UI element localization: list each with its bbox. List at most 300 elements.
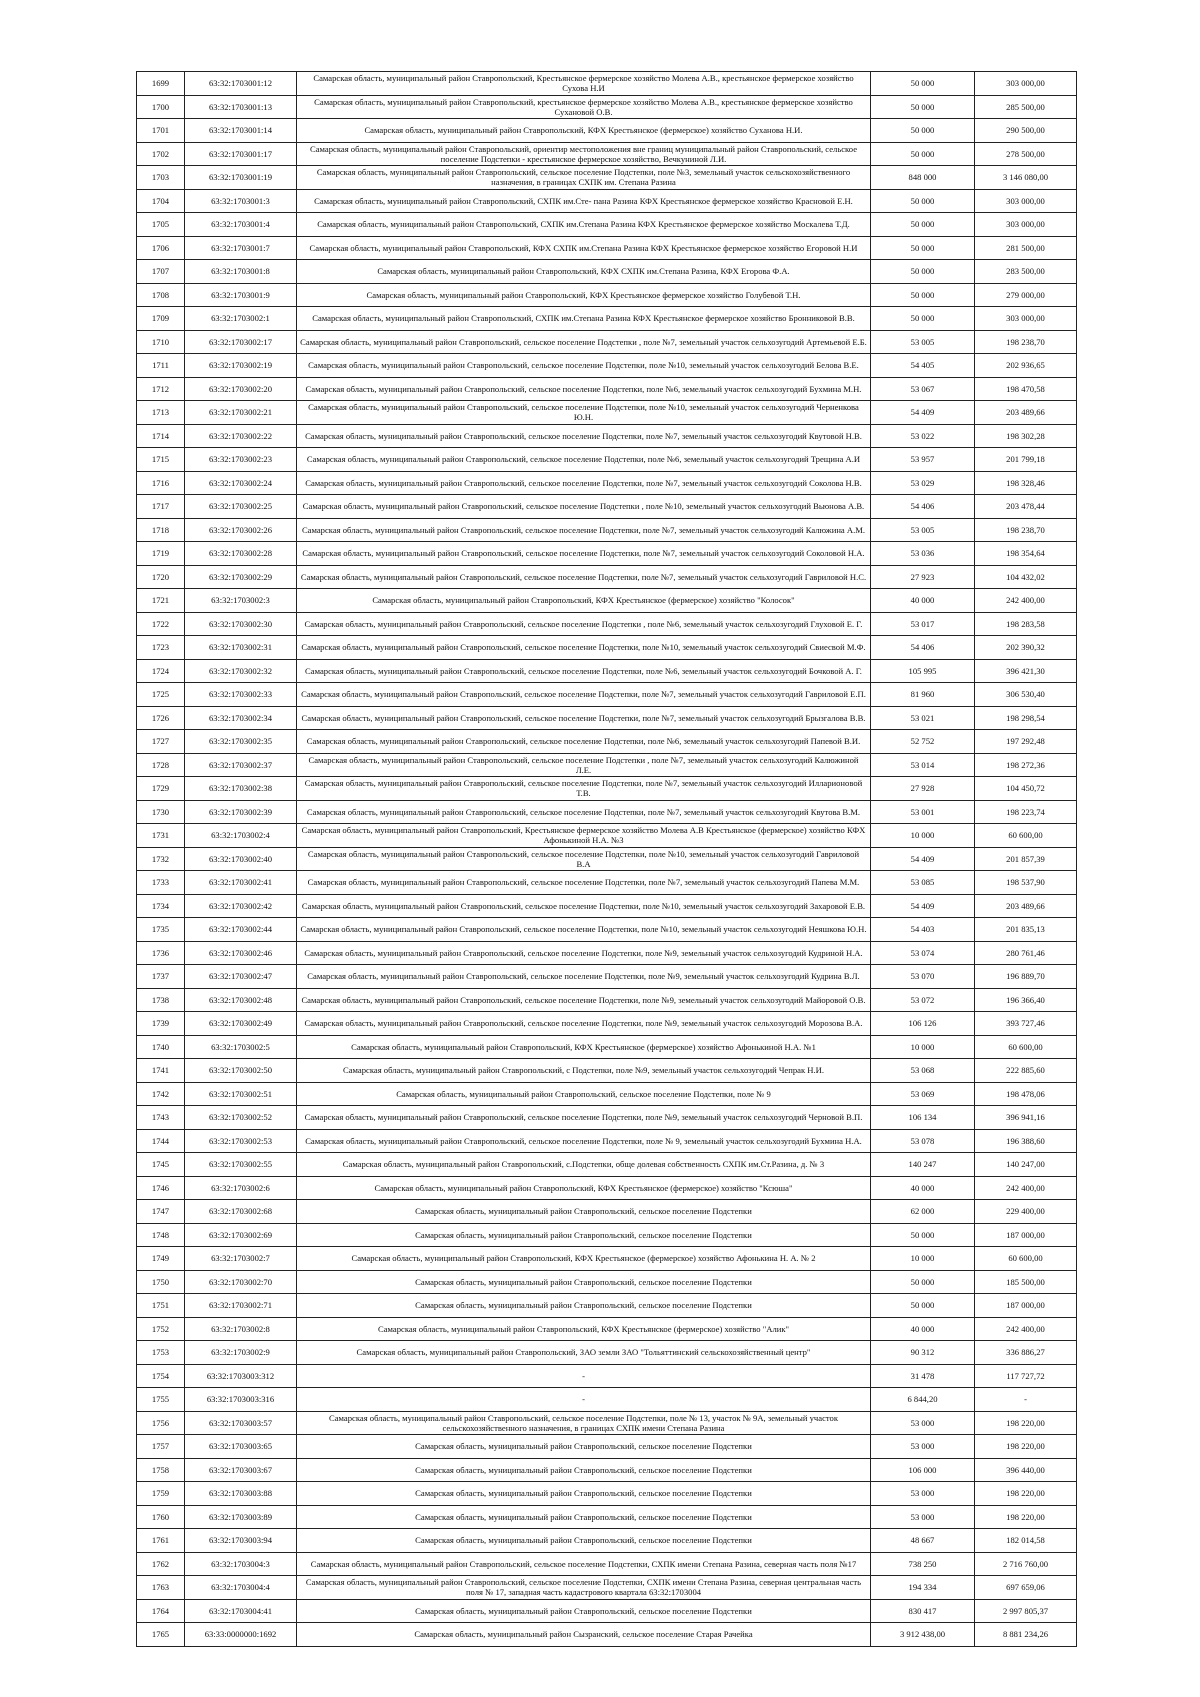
table-row — [137, 777, 1077, 801]
area-cell: 10 000 — [871, 1035, 975, 1059]
cadastral-value-cell: 393 727,46 — [975, 1012, 1077, 1036]
table-row — [137, 1129, 1077, 1153]
cadastral-value-cell: 396 440,00 — [975, 1458, 1077, 1482]
row-number-cell: 1733 — [137, 871, 185, 895]
cadastral-number-cell: 63:32:1703004:4 — [185, 1576, 297, 1600]
row-number-cell: 1764 — [137, 1599, 185, 1623]
cadastral-value-cell: 242 400,00 — [975, 589, 1077, 613]
cadastral-number-cell: 63:32:1703004:3 — [185, 1552, 297, 1576]
area-cell: 53 005 — [871, 518, 975, 542]
table-row — [137, 72, 1077, 96]
cadastral-value-cell: 278 500,00 — [975, 142, 1077, 166]
cadastral-value-cell: 201 835,13 — [975, 918, 1077, 942]
cadastral-number-cell: 63:32:1703002:24 — [185, 471, 297, 495]
address-cell: Самарская область, муниципальный район Ставропольский, сельское поселение Подстепки, поле №9, земельный участок сельхозугодий Морозова В.А. — [297, 1012, 871, 1036]
area-cell: 52 752 — [871, 730, 975, 754]
area-cell: 53 014 — [871, 753, 975, 777]
cadastral-value-cell: 198 354,64 — [975, 542, 1077, 566]
address-cell: Самарская область, муниципальный район Ставропольский, сельское поселение Подстепки , поле №6, земельный участок сельхозугодий Глуховой Е. Г. — [297, 612, 871, 636]
cadastral-number-cell: 63:32:1703002:39 — [185, 800, 297, 824]
address-cell: Самарская область, муниципальный район Ставропольский, сельское поселение Подстепки — [297, 1529, 871, 1553]
address-cell: Самарская область, муниципальный район Ставропольский, сельское поселение Подстепки, поле №7, земельный участок сельхозугодий Квутова В.М. — [297, 800, 871, 824]
row-number-cell: 1727 — [137, 730, 185, 754]
area-cell: 40 000 — [871, 1317, 975, 1341]
table-row — [137, 330, 1077, 354]
row-number-cell: 1699 — [137, 72, 185, 96]
cadastral-value-cell: 280 761,46 — [975, 941, 1077, 965]
cadastral-number-cell: 63:32:1703002:37 — [185, 753, 297, 777]
cadastral-number-cell: 63:32:1703002:53 — [185, 1129, 297, 1153]
row-number-cell: 1745 — [137, 1153, 185, 1177]
address-cell: Самарская область, муниципальный район Ставропольский, сельское поселение Подстепки, поле №7, земельный участок сельхозугодий Гавриловой Е.П. — [297, 683, 871, 707]
address-cell: Самарская область, муниципальный район Ставропольский, сельское поселение Подстепки, поле №7, земельный участок сельхозугодий Папева М.М. — [297, 871, 871, 895]
cadastral-number-cell: 63:32:1703002:69 — [185, 1223, 297, 1247]
cadastral-number-cell: 63:32:1703002:70 — [185, 1270, 297, 1294]
area-cell: 53 029 — [871, 471, 975, 495]
cadastral-number-cell: 63:32:1703003:94 — [185, 1529, 297, 1553]
row-number-cell: 1748 — [137, 1223, 185, 1247]
cadastral-number-cell: 63:32:1703002:71 — [185, 1294, 297, 1318]
address-cell: Самарская область, муниципальный район Ставропольский, сельское поселение Подстепки, поле №7, земельный участок сельхозугодий Соколова Н.В. — [297, 471, 871, 495]
cadastral-number-cell: 63:32:1703002:28 — [185, 542, 297, 566]
row-number-cell: 1742 — [137, 1082, 185, 1106]
address-cell: - — [297, 1388, 871, 1412]
cadastral-value-cell: 202 936,65 — [975, 354, 1077, 378]
row-number-cell: 1740 — [137, 1035, 185, 1059]
cadastral-number-cell: 63:32:1703001:7 — [185, 236, 297, 260]
cadastral-value-cell: 198 220,00 — [975, 1505, 1077, 1529]
area-cell: 27 923 — [871, 565, 975, 589]
row-number-cell: 1756 — [137, 1411, 185, 1435]
row-number-cell: 1762 — [137, 1552, 185, 1576]
area-cell: 53 000 — [871, 1482, 975, 1506]
address-cell: Самарская область, муниципальный район Ставропольский, СХПК им.Степана Разина КФХ Крестьянское фермерское хозяйство Бронниковой В.В. — [297, 307, 871, 331]
cadastral-value-cell: 306 530,40 — [975, 683, 1077, 707]
table-row — [137, 542, 1077, 566]
address-cell: Самарская область, муниципальный район Ставропольский, сельское поселение Подстепки — [297, 1505, 871, 1529]
table-row — [137, 1200, 1077, 1224]
cadastral-number-cell: 63:32:1703002:7 — [185, 1247, 297, 1271]
table-row — [137, 377, 1077, 401]
row-number-cell: 1757 — [137, 1435, 185, 1459]
table-row — [137, 730, 1077, 754]
cadastral-value-cell: 396 941,16 — [975, 1106, 1077, 1130]
table-row — [137, 988, 1077, 1012]
table-row — [137, 965, 1077, 989]
land-registry-table-page — [136, 71, 1076, 1647]
cadastral-value-cell: 198 283,58 — [975, 612, 1077, 636]
address-cell: Самарская область, муниципальный район Ставропольский, сельское поселение Подстепки — [297, 1435, 871, 1459]
row-number-cell: 1731 — [137, 824, 185, 848]
table-row — [137, 1435, 1077, 1459]
area-cell: 54 409 — [871, 894, 975, 918]
row-number-cell: 1747 — [137, 1200, 185, 1224]
address-cell: Самарская область, муниципальный район Ставропольский, сельское поселение Подстепки — [297, 1599, 871, 1623]
table-row — [137, 1482, 1077, 1506]
table-row — [137, 307, 1077, 331]
address-cell: Самарская область, муниципальный район Ставропольский, сельское поселение Подстепки, поле №9, земельный участок сельхозугодий Майоровой О.В. — [297, 988, 871, 1012]
table-row — [137, 1294, 1077, 1318]
cadastral-value-cell: 198 238,70 — [975, 330, 1077, 354]
cadastral-value-cell: 279 000,00 — [975, 283, 1077, 307]
table-row — [137, 1223, 1077, 1247]
area-cell: 53 069 — [871, 1082, 975, 1106]
cadastral-number-cell: 63:32:1703002:4 — [185, 824, 297, 848]
table-row — [137, 589, 1077, 613]
table-row — [137, 1106, 1077, 1130]
row-number-cell: 1718 — [137, 518, 185, 542]
row-number-cell: 1729 — [137, 777, 185, 801]
row-number-cell: 1737 — [137, 965, 185, 989]
area-cell: 53 000 — [871, 1505, 975, 1529]
table-row — [137, 401, 1077, 425]
cadastral-number-cell: 63:32:1703001:3 — [185, 189, 297, 213]
area-cell: 50 000 — [871, 142, 975, 166]
cadastral-number-cell: 63:32:1703001:17 — [185, 142, 297, 166]
area-cell: 54 409 — [871, 401, 975, 425]
cadastral-number-cell: 63:32:1703001:9 — [185, 283, 297, 307]
area-cell: 53 005 — [871, 330, 975, 354]
cadastral-value-cell: 203 478,44 — [975, 495, 1077, 519]
area-cell: 53 000 — [871, 1435, 975, 1459]
area-cell: 53 078 — [871, 1129, 975, 1153]
area-cell: 53 085 — [871, 871, 975, 895]
cadastral-value-cell: 3 146 080,00 — [975, 166, 1077, 190]
cadastral-value-cell: 303 000,00 — [975, 72, 1077, 96]
address-cell: Самарская область, муниципальный район Ставропольский, сельское поселение Подстепки, поле №6, земельный участок сельхозугодий Папевой В.И. — [297, 730, 871, 754]
address-cell: Самарская область, муниципальный район Ставропольский, сельское поселение Подстепки , поле №7, земельный участок сельхозугодий Калюжиной Л.Е. — [297, 753, 871, 777]
address-cell: Самарская область, муниципальный район Ставропольский, сельское поселение Подстепки — [297, 1223, 871, 1247]
cadastral-number-cell: 63:32:1703001:19 — [185, 166, 297, 190]
table-row — [137, 1552, 1077, 1576]
cadastral-number-cell: 63:32:1703002:19 — [185, 354, 297, 378]
land-registry-table — [136, 71, 1077, 1647]
address-cell: Самарская область, муниципальный район Ставропольский, сельское поселение Подстепки, поле № 9 — [297, 1082, 871, 1106]
cadastral-value-cell: 202 390,32 — [975, 636, 1077, 660]
table-row — [137, 847, 1077, 871]
address-cell: Самарская область, муниципальный район Ставропольский, сельское поселение Подстепки, поле №7, земельный участок сельхозугодий Соколовой Н.А. — [297, 542, 871, 566]
address-cell: Самарская область, муниципальный район Ставропольский, сельское поселение Подстепки , поле №10, земельный участок сельхозугодий Вьюнова А.В. — [297, 495, 871, 519]
row-number-cell: 1723 — [137, 636, 185, 660]
area-cell: 27 928 — [871, 777, 975, 801]
area-cell: 738 250 — [871, 1552, 975, 1576]
address-cell: Самарская область, муниципальный район Ставропольский, КФХ Крестьянское (фермерское) хозяйство "Колосок" — [297, 589, 871, 613]
row-number-cell: 1761 — [137, 1529, 185, 1553]
address-cell: Самарская область, муниципальный район Ставропольский, сельское поселение Подстепки, поле № 9, земельный участок сельхозугодий Бухмина Н.А. — [297, 1129, 871, 1153]
address-cell: Самарская область, муниципальный район Ставропольский, сельское поселение Подстепки, поле №9, земельный участок сельхозугодий Кудриной Н.А. — [297, 941, 871, 965]
address-cell: Самарская область, муниципальный район Ставропольский, сельское поселение Подстепки, СХПК имени Степана Разина, северная центральная часть поля № 17, западная часть кадастрового квартала 63:32:1703004 — [297, 1576, 871, 1600]
area-cell: 50 000 — [871, 95, 975, 119]
cadastral-value-cell: 104 450,72 — [975, 777, 1077, 801]
row-number-cell: 1759 — [137, 1482, 185, 1506]
address-cell: Самарская область, муниципальный район Ставропольский, сельское поселение Подстепки, поле №9, земельный участок сельхозугодий Кудрина В.Л. — [297, 965, 871, 989]
area-cell: 53 074 — [871, 941, 975, 965]
area-cell: 50 000 — [871, 1294, 975, 1318]
cadastral-value-cell: 303 000,00 — [975, 189, 1077, 213]
cadastral-number-cell: 63:32:1703002:46 — [185, 941, 297, 965]
address-cell: Самарская область, муниципальный район Ставропольский, ЗАО земли ЗАО "Тольяттинский сельскохозяйственный центр" — [297, 1341, 871, 1365]
area-cell: 40 000 — [871, 1176, 975, 1200]
row-number-cell: 1763 — [137, 1576, 185, 1600]
address-cell: Самарская область, муниципальный район Ставропольский, КФХ Крестьянское (фермерское) хозяйство "Алик" — [297, 1317, 871, 1341]
cadastral-value-cell: 197 292,48 — [975, 730, 1077, 754]
table-row — [137, 354, 1077, 378]
cadastral-value-cell: 242 400,00 — [975, 1176, 1077, 1200]
row-number-cell: 1750 — [137, 1270, 185, 1294]
area-cell: 90 312 — [871, 1341, 975, 1365]
cadastral-number-cell: 63:32:1703003:316 — [185, 1388, 297, 1412]
address-cell: Самарская область, муниципальный район Ставропольский, КФХ Крестьянское (фермерское) хозяйство Суханова Н.И. — [297, 119, 871, 143]
address-cell: Самарская область, муниципальный район Ставропольский, сельское поселение Подстепки, поле №6, земельный участок сельхозугодий Бочковой А. Г. — [297, 659, 871, 683]
table-row — [137, 424, 1077, 448]
table-row — [137, 1458, 1077, 1482]
cadastral-value-cell: 201 799,18 — [975, 448, 1077, 472]
cadastral-number-cell: 63:32:1703003:65 — [185, 1435, 297, 1459]
cadastral-value-cell: 196 388,60 — [975, 1129, 1077, 1153]
table-row — [137, 1576, 1077, 1600]
cadastral-value-cell: 203 489,66 — [975, 401, 1077, 425]
area-cell: 53 068 — [871, 1059, 975, 1083]
address-cell: Самарская область, муниципальный район Ставропольский, сельское поселение Подстепки, поле №3, земельный участок сельскохозяйственного назначения, в границах СХПК им. Степана Разина — [297, 166, 871, 190]
area-cell: 53 021 — [871, 706, 975, 730]
cadastral-value-cell: 303 000,00 — [975, 213, 1077, 237]
area-cell: 140 247 — [871, 1153, 975, 1177]
address-cell: Самарская область, муниципальный район Ставропольский, сельское поселение Подстепки, поле №10, земельный участок сельхозугодий Гавриловой В.А — [297, 847, 871, 871]
row-number-cell: 1753 — [137, 1341, 185, 1365]
address-cell: - — [297, 1364, 871, 1388]
area-cell: 31 478 — [871, 1364, 975, 1388]
cadastral-number-cell: 63:32:1703002:5 — [185, 1035, 297, 1059]
table-row — [137, 1529, 1077, 1553]
address-cell: Самарская область, муниципальный район Ставропольский, КФХ Крестьянское (фермерское) хозяйство "Ксюша" — [297, 1176, 871, 1200]
cadastral-value-cell: 117 727,72 — [975, 1364, 1077, 1388]
row-number-cell: 1738 — [137, 988, 185, 1012]
cadastral-value-cell: 198 223,74 — [975, 800, 1077, 824]
table-row — [137, 518, 1077, 542]
table-row — [137, 1388, 1077, 1412]
row-number-cell: 1755 — [137, 1388, 185, 1412]
address-cell: Самарская область, муниципальный район Ставропольский, сельское поселение Подстепки, поле №7, земельный участок сельхозугодий Илларионовой Т.В. — [297, 777, 871, 801]
cadastral-number-cell: 63:32:1703002:42 — [185, 894, 297, 918]
cadastral-number-cell: 63:32:1703002:35 — [185, 730, 297, 754]
cadastral-number-cell: 63:32:1703002:38 — [185, 777, 297, 801]
area-cell: 54 403 — [871, 918, 975, 942]
cadastral-number-cell: 63:32:1703002:49 — [185, 1012, 297, 1036]
row-number-cell: 1700 — [137, 95, 185, 119]
cadastral-value-cell: 182 014,58 — [975, 1529, 1077, 1553]
cadastral-number-cell: 63:32:1703002:3 — [185, 589, 297, 613]
area-cell: 53 000 — [871, 1411, 975, 1435]
area-cell: 53 957 — [871, 448, 975, 472]
cadastral-value-cell: 140 247,00 — [975, 1153, 1077, 1177]
address-cell: Самарская область, муниципальный район Ставропольский, сельское поселение Подстепки, поле №6, земельный участок сельхозугодий Бухмина М.Н. — [297, 377, 871, 401]
cadastral-value-cell: 187 000,00 — [975, 1294, 1077, 1318]
area-cell: 106 126 — [871, 1012, 975, 1036]
table-row — [137, 565, 1077, 589]
table-row — [137, 283, 1077, 307]
row-number-cell: 1711 — [137, 354, 185, 378]
row-number-cell: 1751 — [137, 1294, 185, 1318]
cadastral-number-cell: 63:32:1703003:312 — [185, 1364, 297, 1388]
area-cell: 50 000 — [871, 1270, 975, 1294]
table-row — [137, 1082, 1077, 1106]
cadastral-number-cell: 63:32:1703002:47 — [185, 965, 297, 989]
cadastral-value-cell: 242 400,00 — [975, 1317, 1077, 1341]
cadastral-number-cell: 63:32:1703001:12 — [185, 72, 297, 96]
cadastral-value-cell: 290 500,00 — [975, 119, 1077, 143]
row-number-cell: 1736 — [137, 941, 185, 965]
area-cell: 53 017 — [871, 612, 975, 636]
row-number-cell: 1714 — [137, 424, 185, 448]
row-number-cell: 1746 — [137, 1176, 185, 1200]
area-cell: 50 000 — [871, 1223, 975, 1247]
cadastral-value-cell: 198 220,00 — [975, 1482, 1077, 1506]
cadastral-number-cell: 63:32:1703003:57 — [185, 1411, 297, 1435]
table-row — [137, 189, 1077, 213]
cadastral-number-cell: 63:32:1703002:22 — [185, 424, 297, 448]
cadastral-number-cell: 63:32:1703002:52 — [185, 1106, 297, 1130]
cadastral-value-cell: 281 500,00 — [975, 236, 1077, 260]
address-cell: Самарская область, муниципальный район Ставропольский, сельское поселение Подстепки, поле № 13, участок № 9А, земельный участок сельскохозяйственного назначения, в границах СХПК имени Степана Разина — [297, 1411, 871, 1435]
table-row — [137, 166, 1077, 190]
table-row — [137, 1341, 1077, 1365]
area-cell: 50 000 — [871, 119, 975, 143]
cadastral-number-cell: 63:32:1703002:31 — [185, 636, 297, 660]
cadastral-value-cell: 198 298,54 — [975, 706, 1077, 730]
area-cell: 54 409 — [871, 847, 975, 871]
table-row — [137, 471, 1077, 495]
area-cell: 3 912 438,00 — [871, 1623, 975, 1647]
cadastral-number-cell: 63:32:1703002:32 — [185, 659, 297, 683]
area-cell: 830 417 — [871, 1599, 975, 1623]
cadastral-value-cell: 60 600,00 — [975, 824, 1077, 848]
table-row — [137, 683, 1077, 707]
table-row — [137, 753, 1077, 777]
row-number-cell: 1713 — [137, 401, 185, 425]
row-number-cell: 1754 — [137, 1364, 185, 1388]
table-row — [137, 1059, 1077, 1083]
address-cell: Самарская область, муниципальный район Ставропольский, сельское поселение Подстепки, поле №6, земельный участок сельхозугодий Трещина А.И — [297, 448, 871, 472]
cadastral-number-cell: 63:32:1703002:30 — [185, 612, 297, 636]
table-row — [137, 236, 1077, 260]
table-row — [137, 1623, 1077, 1647]
area-cell: 10 000 — [871, 824, 975, 848]
cadastral-value-cell: 229 400,00 — [975, 1200, 1077, 1224]
cadastral-value-cell: 285 500,00 — [975, 95, 1077, 119]
table-row — [137, 495, 1077, 519]
address-cell: Самарская область, муниципальный район Ставропольский, сельское поселение Подстепки, поле №7, земельный участок сельхозугодий Гавриловой Н.С. — [297, 565, 871, 589]
table-row — [137, 1599, 1077, 1623]
cadastral-number-cell: 63:32:1703003:67 — [185, 1458, 297, 1482]
table-row — [137, 636, 1077, 660]
cadastral-value-cell: 185 500,00 — [975, 1270, 1077, 1294]
cadastral-value-cell: 697 659,06 — [975, 1576, 1077, 1600]
cadastral-value-cell: 222 885,60 — [975, 1059, 1077, 1083]
row-number-cell: 1758 — [137, 1458, 185, 1482]
table-row — [137, 894, 1077, 918]
cadastral-value-cell: 198 272,36 — [975, 753, 1077, 777]
table-row — [137, 1411, 1077, 1435]
address-cell: Самарская область, муниципальный район Ставропольский, с.Подстепки, обще долевая собственность СХПК им.Ст.Разина, д. № 3 — [297, 1153, 871, 1177]
area-cell: 53 067 — [871, 377, 975, 401]
cadastral-value-cell: 203 489,66 — [975, 894, 1077, 918]
row-number-cell: 1701 — [137, 119, 185, 143]
cadastral-value-cell: 198 537,90 — [975, 871, 1077, 895]
cadastral-number-cell: 63:32:1703002:23 — [185, 448, 297, 472]
row-number-cell: 1708 — [137, 283, 185, 307]
row-number-cell: 1722 — [137, 612, 185, 636]
cadastral-value-cell: 196 889,70 — [975, 965, 1077, 989]
address-cell: Самарская область, муниципальный район Ставропольский, Крестьянское фермерское хозяйство Молева А.В Крестьянское (фермерское) хозяйство КФХ Афонькиной Н.А. №3 — [297, 824, 871, 848]
area-cell: 106 134 — [871, 1106, 975, 1130]
row-number-cell: 1749 — [137, 1247, 185, 1271]
cadastral-number-cell: 63:32:1703002:48 — [185, 988, 297, 1012]
area-cell: 53 036 — [871, 542, 975, 566]
row-number-cell: 1739 — [137, 1012, 185, 1036]
cadastral-value-cell: 198 220,00 — [975, 1411, 1077, 1435]
row-number-cell: 1725 — [137, 683, 185, 707]
area-cell: 53 022 — [871, 424, 975, 448]
cadastral-value-cell: - — [975, 1388, 1077, 1412]
cadastral-number-cell: 63:32:1703002:44 — [185, 918, 297, 942]
table-row — [137, 871, 1077, 895]
address-cell: Самарская область, муниципальный район Ставропольский, КФХ СХПК им.Степана Разина, КФХ Егорова Ф.А. — [297, 260, 871, 284]
address-cell: Самарская область, муниципальный район Ставропольский, сельское поселение Подстепки, поле №10, земельный участок сельхозугодий Свиесвой М.Ф. — [297, 636, 871, 660]
cadastral-number-cell: 63:32:1703002:34 — [185, 706, 297, 730]
table-row — [137, 1317, 1077, 1341]
address-cell: Самарская область, муниципальный район Ставропольский, сельское поселение Подстепки, поле №10, земельный участок сельхозугодий Черненкова Ю.Н. — [297, 401, 871, 425]
address-cell: Самарская область, муниципальный район Ставропольский, КФХ Крестьянское (фермерское) хозяйство Афонькиной Н.А. №1 — [297, 1035, 871, 1059]
address-cell: Самарская область, муниципальный район Ставропольский, сельское поселение Подстепки, поле №9, земельный участок сельхозугодий Черновой В.П. — [297, 1106, 871, 1130]
area-cell: 50 000 — [871, 189, 975, 213]
table-row — [137, 941, 1077, 965]
row-number-cell: 1709 — [137, 307, 185, 331]
table-row — [137, 1012, 1077, 1036]
address-cell: Самарская область, муниципальный район Ставропольский, с Подстепки, поле №9, земельный участок сельхозугодий Чепрак Н.И. — [297, 1059, 871, 1083]
cadastral-value-cell: 283 500,00 — [975, 260, 1077, 284]
cadastral-value-cell: 198 470,58 — [975, 377, 1077, 401]
address-cell: Самарская область, муниципальный район Ставропольский, Крестьянское фермерское хозяйство Молева А.В., крестьянское фермерское хозяйство Сухова Н.И — [297, 72, 871, 96]
cadastral-value-cell: 303 000,00 — [975, 307, 1077, 331]
cadastral-value-cell: 201 857,39 — [975, 847, 1077, 871]
row-number-cell: 1743 — [137, 1106, 185, 1130]
cadastral-value-cell: 60 600,00 — [975, 1247, 1077, 1271]
row-number-cell: 1712 — [137, 377, 185, 401]
address-cell: Самарская область, муниципальный район Ставропольский, сельское поселение Подстепки, СХПК имени Степана Разина, северная часть поля №17 — [297, 1552, 871, 1576]
cadastral-number-cell: 63:32:1703003:89 — [185, 1505, 297, 1529]
area-cell: 50 000 — [871, 236, 975, 260]
row-number-cell: 1719 — [137, 542, 185, 566]
cadastral-number-cell: 63:32:1703002:55 — [185, 1153, 297, 1177]
table-row — [137, 142, 1077, 166]
row-number-cell: 1704 — [137, 189, 185, 213]
row-number-cell: 1721 — [137, 589, 185, 613]
cadastral-number-cell: 63:32:1703002:51 — [185, 1082, 297, 1106]
address-cell: Самарская область, муниципальный район Ставропольский, сельское поселение Подстепки — [297, 1200, 871, 1224]
area-cell: 54 405 — [871, 354, 975, 378]
address-cell: Самарская область, муниципальный район Ставропольский, сельское поселение Подстепки, поле №10, земельный участок сельхозугодий Захаровой Е.В. — [297, 894, 871, 918]
row-number-cell: 1706 — [137, 236, 185, 260]
cadastral-number-cell: 63:32:1703002:50 — [185, 1059, 297, 1083]
cadastral-number-cell: 63:32:1703002:21 — [185, 401, 297, 425]
cadastral-number-cell: 63:32:1703002:68 — [185, 1200, 297, 1224]
cadastral-number-cell: 63:33:0000000:1692 — [185, 1623, 297, 1647]
cadastral-value-cell: 2 716 760,00 — [975, 1552, 1077, 1576]
area-cell: 54 406 — [871, 495, 975, 519]
cadastral-number-cell: 63:32:1703002:33 — [185, 683, 297, 707]
address-cell: Самарская область, муниципальный район Ставропольский, сельское поселение Подстепки — [297, 1294, 871, 1318]
cadastral-number-cell: 63:32:1703002:41 — [185, 871, 297, 895]
